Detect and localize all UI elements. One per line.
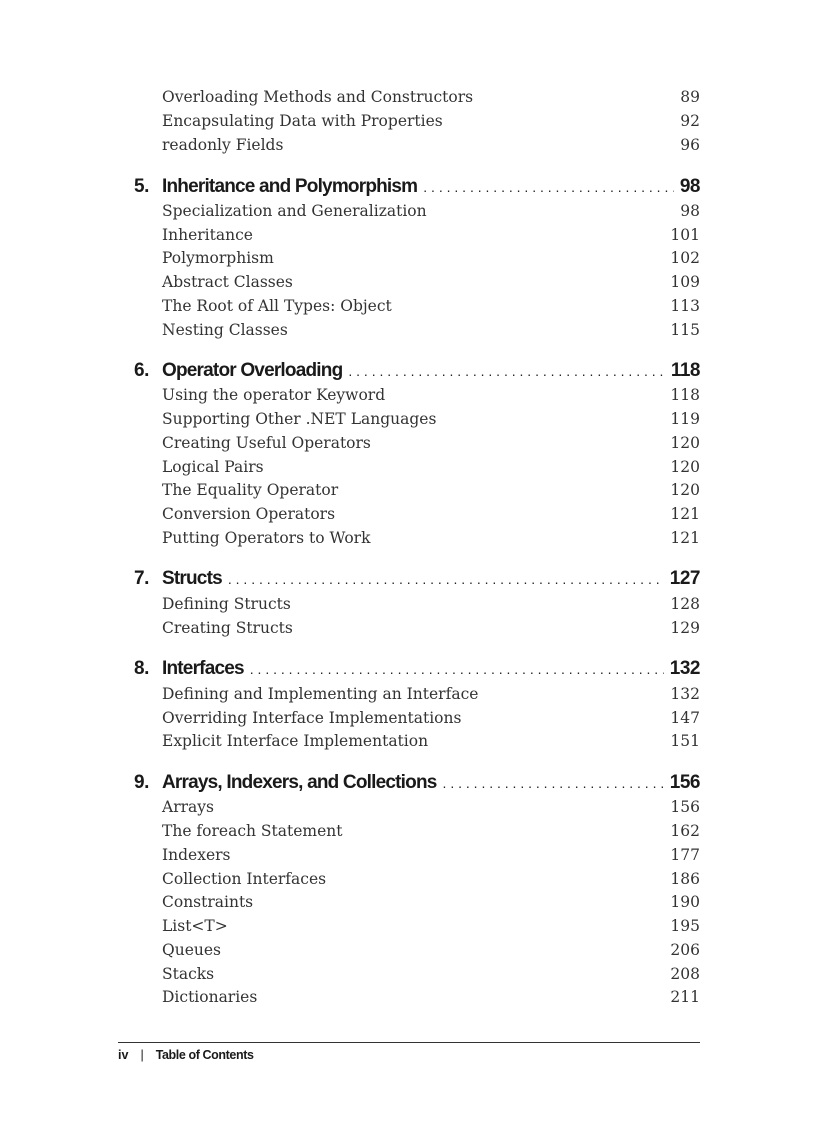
toc-entry[interactable] [162, 820, 700, 842]
chapter-title: Arrays, Indexers, and Collections [162, 772, 437, 793]
chapter-title: Operator Overloading [162, 360, 343, 381]
toc-entry-title: Queues [162, 941, 221, 959]
toc-entry-title: Overriding Interface Implementations [162, 709, 462, 727]
footer-rule [118, 1042, 700, 1043]
toc-entry-title: Encapsulating Data with Properties [162, 112, 443, 130]
toc-entry-title: The Root of All Types: Object [162, 297, 392, 315]
toc-entry[interactable] [162, 432, 700, 454]
toc-entry-page: 121 [670, 529, 700, 547]
toc-entry[interactable] [162, 527, 700, 549]
toc-entry-page: 128 [670, 595, 700, 613]
toc-entry-page: 113 [670, 297, 700, 315]
toc-entry-page: 89 [680, 88, 700, 106]
toc-entry[interactable] [162, 456, 700, 478]
toc-entry-title: Constraints [162, 893, 254, 911]
chapter-8-heading[interactable] [134, 655, 700, 683]
toc-entry-page: 190 [670, 893, 700, 911]
toc-entry-page: 120 [670, 458, 700, 476]
toc-entry-title: Defining and Implementing an Interface [162, 685, 479, 703]
toc-entry[interactable] [162, 986, 700, 1008]
toc-entry-title: List<T> [162, 917, 228, 935]
chapter-page: 132 [669, 658, 700, 679]
toc-entry-title: Defining Structs [162, 595, 291, 613]
toc-entry-title: Conversion Operators [162, 505, 336, 523]
toc-entry-title: Putting Operators to Work [162, 529, 371, 547]
chapter-page: 156 [669, 772, 700, 793]
toc-entry-title: Supporting Other .NET Languages [162, 410, 437, 428]
toc-entry-title: Collection Interfaces [162, 870, 327, 888]
toc-entry-page: 177 [670, 846, 700, 864]
toc-entry-page: 115 [670, 321, 700, 339]
toc-entry-page: 121 [670, 505, 700, 523]
toc-entry[interactable] [162, 683, 700, 705]
chapter-page: 127 [669, 568, 700, 589]
toc-entry-page: 195 [670, 917, 700, 935]
toc-entry-title: Creating Useful Operators [162, 434, 371, 452]
chapter-number: 5. [134, 176, 149, 197]
toc-entry-page: 98 [680, 202, 700, 220]
chapter-9-heading[interactable] [134, 769, 700, 797]
toc-entry[interactable] [162, 796, 700, 818]
toc-entry-page: 156 [670, 798, 700, 816]
toc-entry[interactable] [162, 110, 700, 132]
toc-entry-title: readonly Fields [162, 136, 284, 154]
chapter-5-heading[interactable] [134, 173, 700, 201]
chapter-title: Inheritance and Polymorphism [162, 176, 418, 197]
toc-entry[interactable] [162, 134, 700, 156]
leader-dots [423, 173, 674, 201]
footer-page-number: iv [118, 1048, 129, 1062]
toc-entry-page: 151 [670, 732, 700, 750]
toc-entry-title: Arrays [162, 798, 214, 816]
toc-entry-title: Using the operator Keyword [162, 386, 386, 404]
toc-entry-page: 129 [670, 619, 700, 637]
toc-entry[interactable] [162, 617, 700, 639]
toc-entry-page: 206 [670, 941, 700, 959]
chapter-number: 7. [134, 568, 149, 589]
toc-entry-page: 96 [680, 136, 700, 154]
chapter-number: 6. [134, 360, 149, 381]
toc-entry-title: Nesting Classes [162, 321, 288, 339]
toc-entry-page: 119 [670, 410, 700, 428]
chapter-number: 9. [134, 772, 149, 793]
toc-entry-title: Explicit Interface Implementation [162, 732, 429, 750]
toc-entry[interactable] [162, 200, 700, 222]
toc-entry[interactable] [162, 247, 700, 269]
chapter-title: Interfaces [162, 658, 244, 679]
toc-entry[interactable] [162, 319, 700, 341]
toc-entry-title: Specialization and Generalization [162, 202, 427, 220]
toc-entry-title: Stacks [162, 965, 215, 983]
toc-entry-page: 102 [670, 249, 700, 267]
toc-entry-title: The Equality Operator [162, 481, 339, 499]
toc-entry[interactable] [162, 224, 700, 246]
toc-entry-title: Creating Structs [162, 619, 293, 637]
footer-separator: | [140, 1048, 144, 1062]
toc-entry-title: Inheritance [162, 226, 253, 244]
toc-entry[interactable] [162, 915, 700, 937]
chapter-page: 118 [670, 360, 700, 381]
toc-entry-page: 120 [670, 434, 700, 452]
leader-dots [250, 655, 664, 683]
toc-entry-page: 147 [670, 709, 700, 727]
toc-entry[interactable] [162, 891, 700, 913]
chapter-6-heading[interactable] [134, 357, 700, 385]
toc-entry[interactable] [162, 295, 700, 317]
toc-entry[interactable] [162, 730, 700, 752]
toc-entry-page: 132 [670, 685, 700, 703]
toc-entry-page: 109 [670, 273, 700, 291]
toc-entry-title: Abstract Classes [162, 273, 293, 291]
toc-entry[interactable] [162, 939, 700, 961]
footer-title: Table of Contents [155, 1048, 254, 1062]
toc-entry-page: 208 [670, 965, 700, 983]
leader-dots [348, 357, 664, 385]
chapter-title: Structs [162, 568, 222, 589]
toc-entry-title: Polymorphism [162, 249, 274, 267]
toc-entry[interactable] [162, 503, 700, 525]
toc-entry-title: Indexers [162, 846, 231, 864]
toc-entry[interactable] [162, 593, 700, 615]
toc-entry-page: 120 [670, 481, 700, 499]
page-footer [118, 1046, 254, 1064]
toc-entry-page: 162 [670, 822, 700, 840]
toc-entry[interactable] [162, 844, 700, 866]
toc-entry[interactable] [162, 479, 700, 501]
leader-dots [228, 565, 664, 593]
toc-entry-title: Dictionaries [162, 988, 258, 1006]
toc-entry[interactable] [162, 271, 700, 293]
leader-dots [443, 769, 664, 797]
toc-entry-title: Overloading Methods and Constructors [162, 88, 474, 106]
chapter-number: 8. [134, 658, 149, 679]
chapter-page: 98 [679, 176, 700, 197]
toc-entry[interactable] [162, 707, 700, 729]
toc-entry-page: 101 [670, 226, 700, 244]
toc-entry[interactable] [162, 86, 700, 108]
toc-entry-page: 92 [680, 112, 700, 130]
toc-entry[interactable] [162, 868, 700, 890]
toc-entry-page: 211 [670, 988, 700, 1006]
toc-entry[interactable] [162, 408, 700, 430]
chapter-7-heading[interactable] [134, 565, 700, 593]
toc-entry-title: Logical Pairs [162, 458, 264, 476]
toc-entry[interactable] [162, 963, 700, 985]
toc-entry-page: 186 [670, 870, 700, 888]
toc-entry-title: The foreach Statement [162, 822, 343, 840]
toc-entry[interactable] [162, 384, 700, 406]
toc-entry-page: 118 [670, 386, 700, 404]
